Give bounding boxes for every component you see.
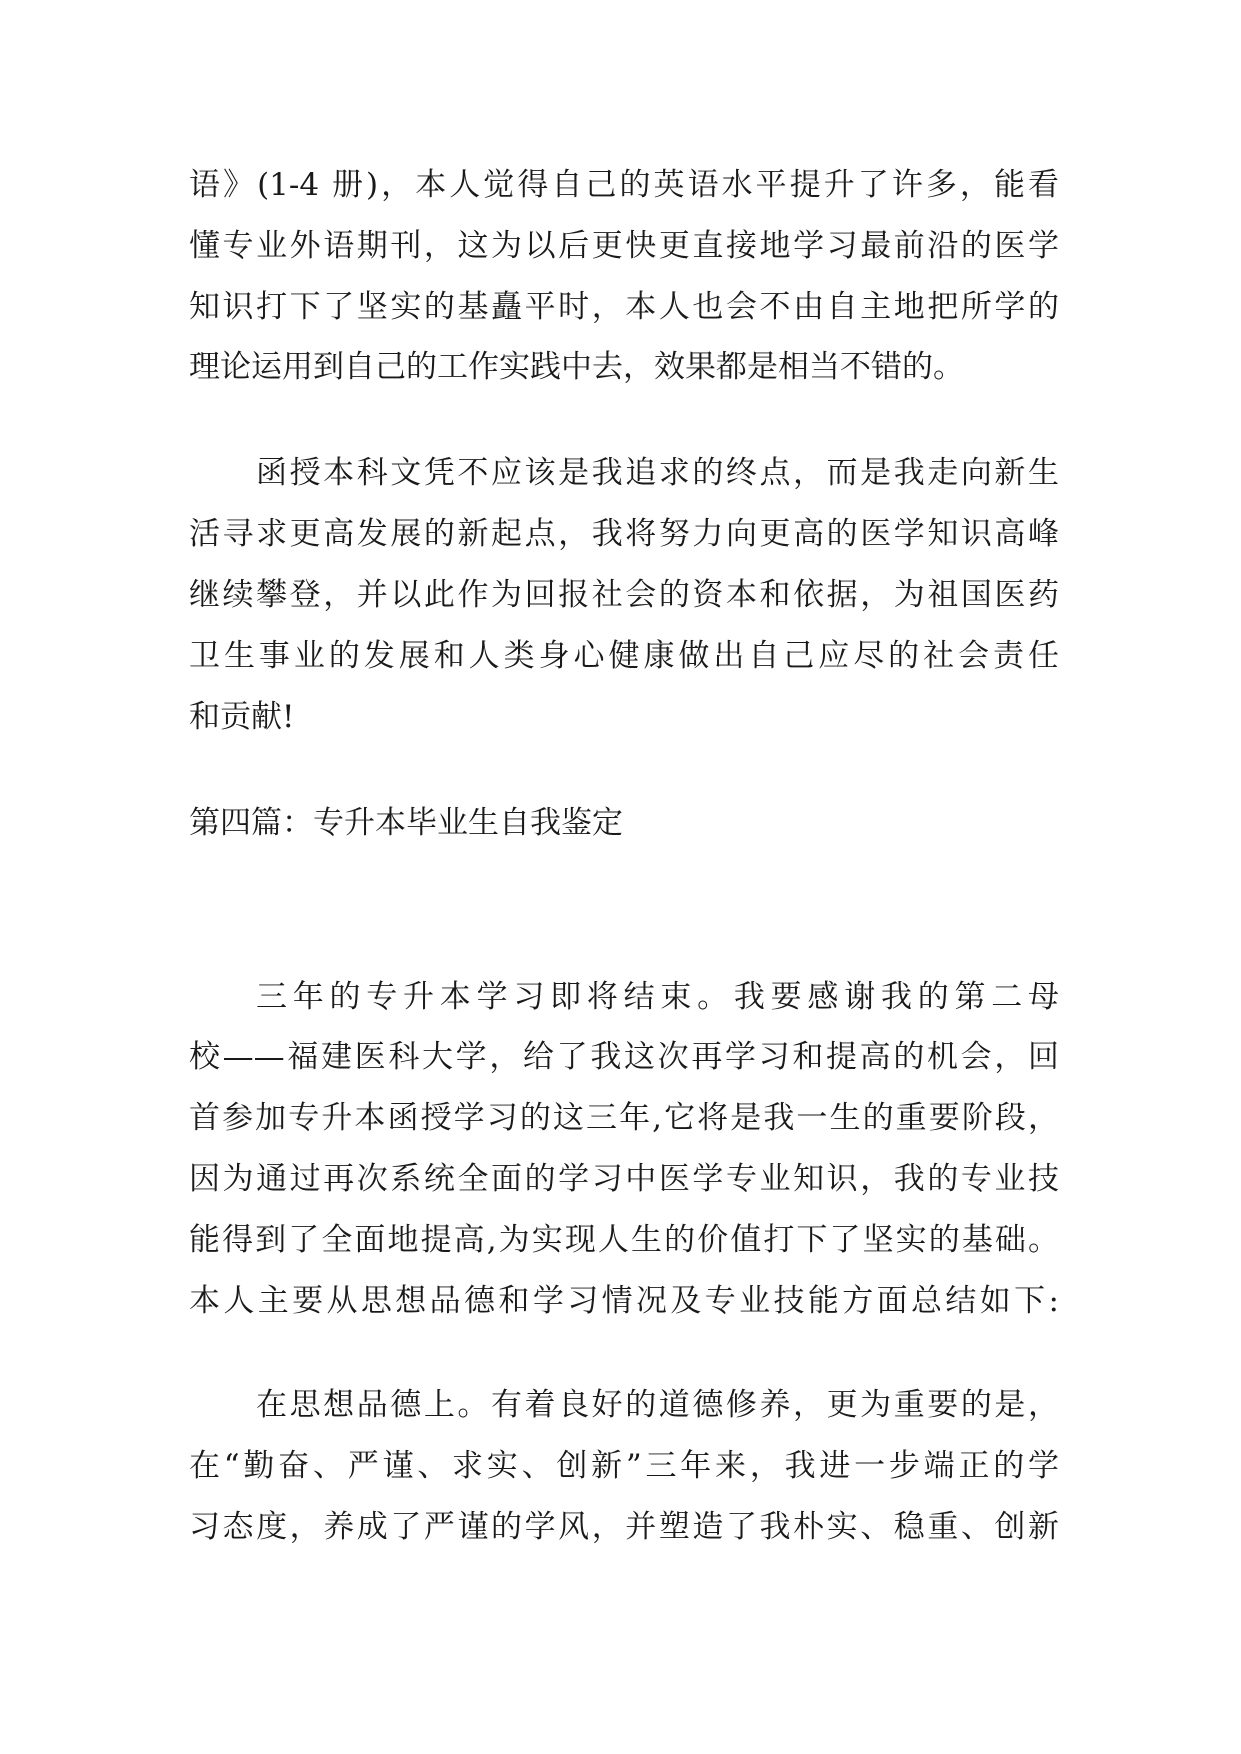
paragraph-line: 在“勤奋、严谨、求实、创新”三年来，我进一步端正的学 bbox=[189, 1448, 1059, 1484]
paragraph-line: 函授本科文凭不应该是我追求的终点，而是我走向新生 bbox=[256, 455, 1059, 491]
paragraph-line: 在思想品德上。有着良好的道德修养，更为重要的是， bbox=[256, 1387, 1059, 1423]
paragraph-line: 习态度，养成了严谨的学风，并塑造了我朴实、稳重、创新 bbox=[189, 1509, 1059, 1545]
paragraph-line: 和贡献! bbox=[189, 699, 295, 735]
paragraph-line: 知识打下了坚实的基矗平时，本人也会不由自主地把所学的 bbox=[189, 289, 1059, 325]
paragraph-line: 卫生事业的发展和人类身心健康做出自己应尽的社会责任 bbox=[189, 638, 1059, 674]
paragraph-line: 三年的专升本学习即将结束。我要感谢我的第二母 bbox=[256, 979, 1059, 1015]
section-heading: 第四篇：专升本毕业生自我鉴定 bbox=[189, 805, 623, 841]
paragraph-line: 懂专业外语期刊，这为以后更快更直接地学习最前沿的医学 bbox=[189, 228, 1059, 264]
paragraph-line: 继续攀登，并以此作为回报社会的资本和依据，为祖国医药 bbox=[189, 577, 1059, 613]
paragraph-line: 本人主要从思想品德和学习情况及专业技能方面总结如下: bbox=[189, 1283, 1059, 1319]
paragraph-line: 语》(1-4 册)，本人觉得自己的英语水平提升了许多，能看 bbox=[189, 167, 1059, 203]
paragraph-line: 能得到了全面地提高,为实现人生的价值打下了坚实的基础。 bbox=[189, 1222, 1059, 1258]
paragraph-line: 因为通过再次系统全面的学习中医学专业知识，我的专业技 bbox=[189, 1161, 1059, 1197]
paragraph-line: 理论运用到自己的工作实践中去，效果都是相当不错的。 bbox=[189, 349, 964, 385]
paragraph-line: 校——福建医科大学，给了我这次再学习和提高的机会，回 bbox=[189, 1039, 1059, 1075]
paragraph-line: 首参加专升本函授学习的这三年,它将是我一生的重要阶段， bbox=[189, 1100, 1059, 1136]
paragraph-line: 活寻求更高发展的新起点，我将努力向更高的医学知识高峰 bbox=[189, 516, 1059, 552]
